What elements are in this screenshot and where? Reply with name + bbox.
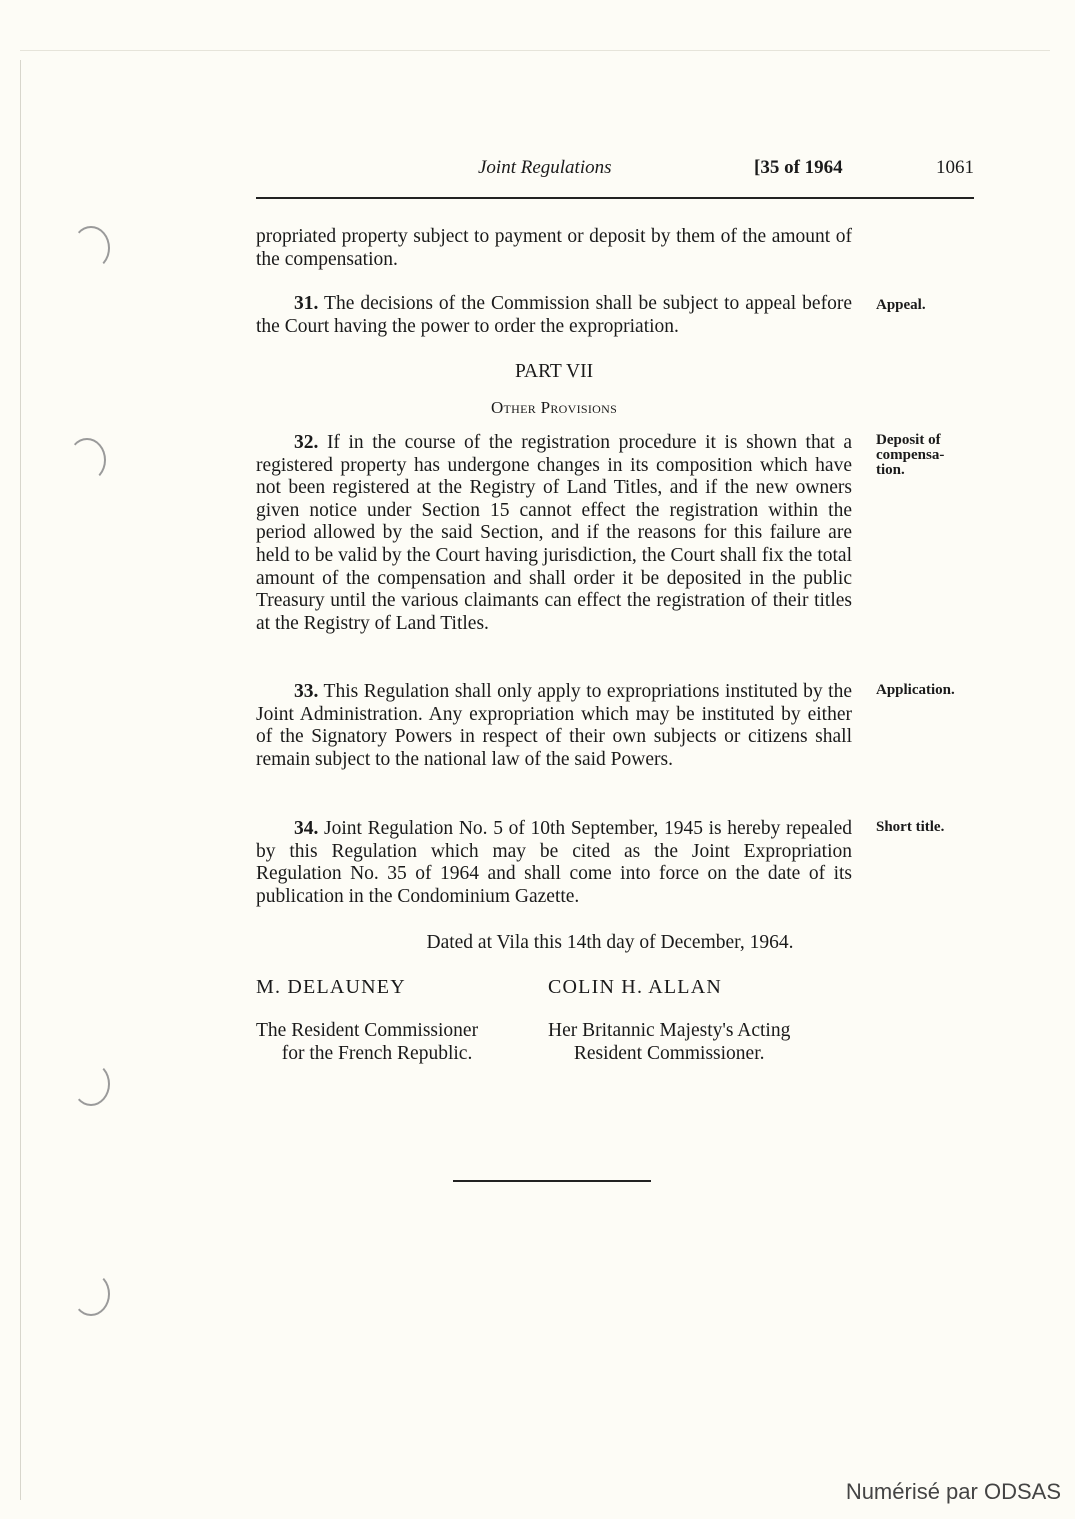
section-31 [256, 293, 852, 338]
margin-note-application: Application. [876, 682, 955, 698]
signatory-role [548, 1019, 790, 1065]
role-line: Resident Commissioner. [573, 1043, 765, 1064]
signatory-role [256, 1019, 478, 1065]
signatory-name: COLIN H. ALLAN [548, 976, 723, 998]
signatory-french [256, 976, 478, 1065]
role-line: for the French Republic. [281, 1043, 473, 1064]
section-number: 33. [294, 681, 319, 702]
end-rule [453, 1180, 651, 1182]
margin-note-line: tion. [876, 462, 905, 478]
section-text: Joint Regulation No. 5 of 10th September, 1945 is hereby repealed by this Regulation which may be cited as the Joint Expropriation Regulation No. 35 of 1964 and shall come into force on the date of its publication in the Condominium Gazette. [256, 818, 853, 907]
section-text: If in the course of the registration procedure it is shown that a registered property has undergone changes in its composition which have not been registered at the Registry of Land Titles, and if the new owners given notice under Section 15 cannot effect the registration within the period allowed by the said Section, and if the reasons for this failure are held to be valid by the Court having jurisdiction, the Court shall fix the total amount of the compensation and shall order it be deposited in the public Treasury until the various claimants can effect the registration of their titles at the Registry of Land Titles. [256, 432, 852, 634]
header-rule [256, 197, 974, 199]
section-text: This Regulation shall only apply to expropriations instituted by the Joint Administration. Any expropriation which may be instituted by either of the Signatory Powers in respect of their own subjects or citizens shall remain subject to the national law of the said Powers. [256, 681, 852, 770]
role-line: Her Britannic Majesty's Acting [548, 1020, 791, 1041]
punch-hole-4 [72, 1272, 110, 1316]
part-heading: PART VII [514, 361, 594, 382]
punch-hole-1 [72, 226, 110, 270]
page-number: 1061 [936, 157, 974, 178]
margin-note-short-title: Short title. [876, 819, 945, 835]
section-text: The decisions of the Commission shall be subject to appeal before the Court having the power to order the expropriation. [256, 293, 852, 337]
section-number: 32. [294, 432, 319, 453]
part-subheading: Other Provisions [490, 398, 618, 417]
continuation-paragraph: propriated property subject to payment or deposit by them of the amount of the compensation. [256, 226, 852, 270]
punch-hole-3 [72, 1062, 110, 1106]
page-top-edge [20, 50, 1050, 51]
header-reference: [35 of 1964 [754, 157, 843, 178]
margin-note-appeal: Appeal. [876, 297, 926, 313]
margin-note-line: Deposit of [876, 432, 941, 448]
signatory-name: M. DELAUNEY [256, 976, 406, 998]
dated-line: Dated at Vila this 14th day of December, 1964. [426, 932, 794, 953]
section-32 [256, 432, 852, 635]
role-line: The Resident Commissioner [256, 1020, 479, 1041]
section-number: 34. [294, 818, 319, 839]
page-left-edge [20, 60, 21, 1500]
header-title: Joint Regulations [478, 157, 612, 178]
margin-note-deposit [876, 433, 976, 478]
signatory-british [548, 976, 790, 1065]
section-number: 31. [294, 293, 319, 314]
punch-hole-2 [68, 438, 106, 482]
section-33 [256, 681, 852, 771]
running-header [256, 157, 974, 183]
section-34 [256, 818, 852, 908]
digitization-watermark: Numérisé par ODSAS [845, 1479, 1061, 1504]
margin-note-line: compensa- [876, 447, 945, 463]
